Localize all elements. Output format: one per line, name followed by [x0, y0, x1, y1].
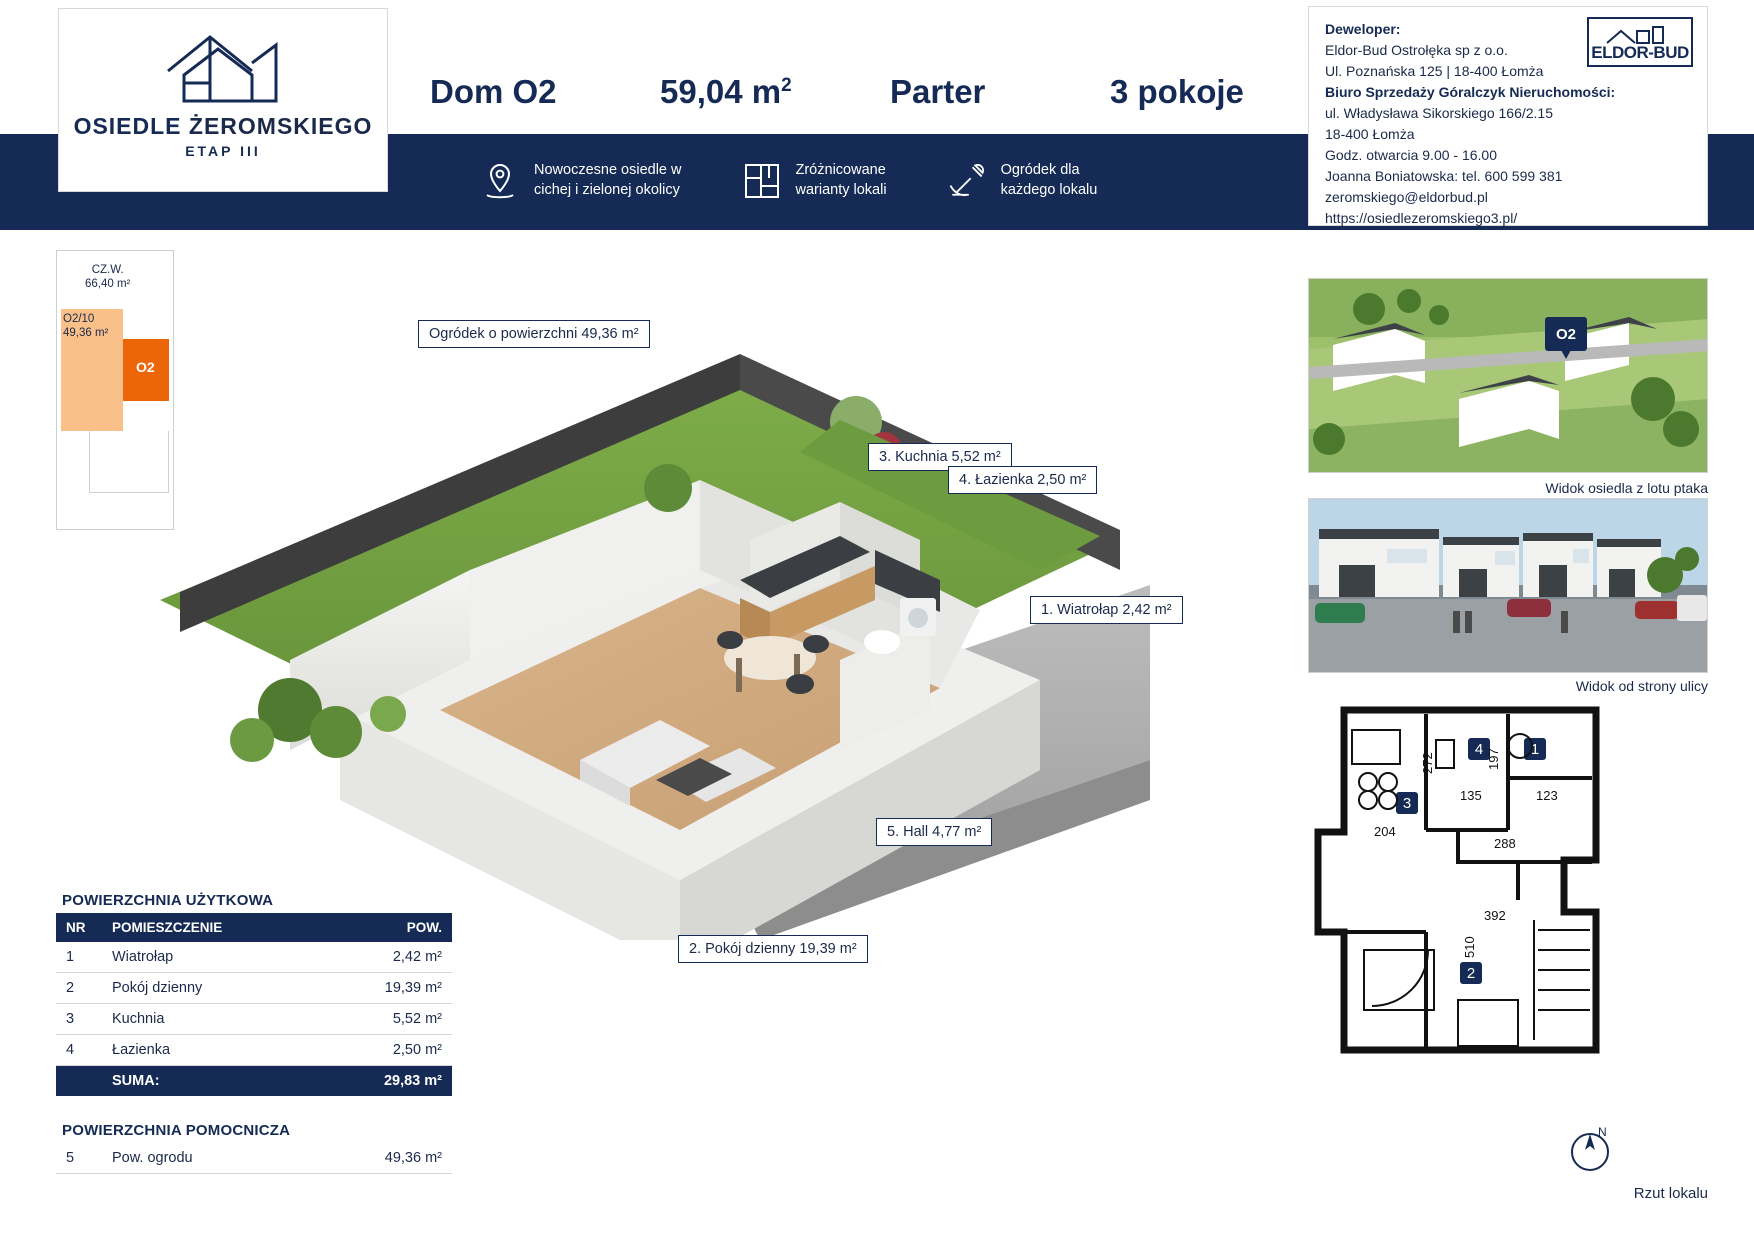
minimap-czw-value: 66,40 m²: [85, 278, 131, 291]
developer-address: Ul. Poznańska 125 | 18-400 Łomża: [1325, 63, 1544, 79]
sum-empty: [56, 1066, 102, 1097]
minimap-czw-title: CZ.W.: [91, 264, 124, 276]
unit-marker-badge: O2: [1545, 317, 1587, 351]
row-name: Wiatrołap: [102, 942, 342, 973]
svg-text:288: 288: [1494, 836, 1516, 851]
callout-kitchen: 3. Kuchnia 5,52 m²: [868, 443, 1012, 471]
svg-text:204: 204: [1374, 824, 1396, 839]
contact-person: Joanna Boniatowska: tel. 600 599 381: [1325, 168, 1563, 184]
sum-value: 29,83 m²: [342, 1066, 452, 1097]
contact-email[interactable]: zeromskiego@eldorbud.pl: [1325, 189, 1488, 205]
row-area: 2,42 m²: [342, 942, 452, 973]
feature-variants: [740, 159, 887, 203]
sales-office-heading: Biuro Sprzedaży Góralczyk Nieruchomości:: [1325, 84, 1616, 100]
callout-bathroom: 4. Łazienka 2,50 m²: [948, 466, 1097, 494]
table-row: [56, 1004, 452, 1035]
table-sum-row: [56, 1066, 452, 1097]
row-name: Kuchnia: [102, 1004, 342, 1035]
feature-location-line1: Nowoczesne osiedle w: [534, 162, 682, 179]
developer-card: [1308, 6, 1708, 226]
logo-subtitle: ETAP III: [185, 143, 261, 159]
usable-area-table: [56, 888, 452, 1096]
floorplan-icon: [740, 159, 784, 203]
opening-hours: Godz. otwarcia 9.00 - 16.00: [1325, 147, 1497, 163]
table-row: [56, 973, 452, 1004]
feature-garden-line2: każdego lokalu: [1000, 182, 1098, 198]
auxiliary-area-title: POWIERZCHNIA POMOCNICZA: [62, 1122, 291, 1139]
roof-icon: [1597, 23, 1685, 52]
total-area-unit-sup: 2: [781, 75, 792, 96]
feature-variants-line1: Zróżnicowane: [795, 162, 886, 179]
auxiliary-area-table: [56, 1118, 452, 1174]
col-room: POMIESZCZENIE: [102, 913, 342, 942]
row-nr: 4: [56, 1035, 102, 1066]
svg-text:197: 197: [1486, 748, 1501, 770]
garden-tools-icon: [945, 159, 989, 203]
svg-text:135: 135: [1460, 788, 1482, 803]
minimap-unit-name: O2: [136, 359, 155, 375]
logo-box: [58, 8, 388, 192]
page-title: Dom O2: [430, 73, 557, 110]
feature-location-text: [534, 161, 682, 200]
minimap-unit-area: 49,36 m²: [63, 326, 109, 339]
row-nr: 2: [56, 973, 102, 1004]
feature-garden-line1: Ogródek dla: [1000, 162, 1080, 179]
callout-vestibule: 1. Wiatrołap 2,42 m²: [1030, 596, 1183, 624]
row-area: 2,50 m²: [342, 1035, 452, 1066]
row-area: 5,52 m²: [342, 1004, 452, 1035]
house-outline-logo-icon: [148, 23, 298, 109]
sum-label: SUMA:: [102, 1066, 342, 1097]
header-title-row: [430, 62, 1310, 122]
total-area: [660, 73, 890, 111]
rooms-label: 3 pokoje: [1110, 73, 1244, 110]
map-pin-icon: [478, 159, 522, 203]
callout-living-room: 2. Pokój dzienny 19,39 m²: [678, 935, 868, 963]
logo-title: [74, 113, 373, 140]
apartment-3d-render: [140, 240, 1300, 940]
feature-location-line2: cichej i zielonej okolicy: [534, 182, 680, 198]
developer-company: Eldor-Bud Ostrołęka sp z o.o.: [1325, 42, 1508, 58]
table-header-row: [56, 913, 452, 942]
callout-garden: Ogródek o powierzchni 49,36 m²: [418, 320, 650, 348]
svg-text:510: 510: [1462, 936, 1477, 958]
minimap-unit-code: O2/10: [63, 313, 95, 325]
logo-title-part2: ŻEROMSKIEGO: [188, 113, 373, 139]
svg-text:3: 3: [1402, 795, 1412, 812]
table-row: [56, 1035, 452, 1066]
svg-text:272: 272: [1420, 752, 1435, 774]
row-area: 49,36 m²: [342, 1143, 452, 1174]
eldor-bud-logo: [1587, 17, 1693, 67]
svg-text:123: 123: [1536, 788, 1558, 803]
street-view-caption: Widok od strony ulicy: [1575, 678, 1708, 694]
compass-icon: [1564, 1120, 1614, 1170]
sales-office-address: ul. Władysława Sikorskiego 166/2.15: [1325, 105, 1554, 121]
row-nr: 1: [56, 942, 102, 973]
aerial-view-photo: [1308, 278, 1708, 473]
aerial-view-caption: Widok osiedla z lotu ptaka: [1545, 480, 1708, 496]
technical-floor-plan: [1308, 700, 1708, 1060]
row-name: Pokój dzienny: [102, 973, 342, 1004]
feature-garden-text: [1001, 161, 1098, 200]
feature-location: [478, 159, 682, 203]
row-area: 19,39 m²: [342, 973, 452, 1004]
street-view-photo: [1308, 498, 1708, 673]
feature-list: [478, 146, 1097, 216]
minimap-unit-labels: [63, 313, 108, 341]
col-nr: NR: [56, 913, 102, 942]
svg-text:2: 2: [1466, 965, 1476, 982]
feature-variants-line2: warianty lokali: [795, 182, 887, 198]
table-row: [56, 1143, 452, 1174]
feature-garden: [945, 159, 1098, 203]
developer-heading: Deweloper:: [1325, 21, 1401, 37]
website-link[interactable]: https://osiedlezeromskiego3.pl/: [1325, 210, 1518, 226]
row-nr: 3: [56, 1004, 102, 1035]
logo-title-part1: OSIEDLE: [73, 113, 189, 139]
row-name: Pow. ogrodu: [102, 1143, 342, 1174]
svg-text:392: 392: [1484, 908, 1506, 923]
sales-office-city: 18-400 Łomża: [1325, 126, 1415, 142]
floor-label: Parter: [890, 73, 986, 110]
usable-area-title: POWIERZCHNIA UŻYTKOWA: [62, 892, 274, 909]
table-row: [56, 942, 452, 973]
row-name: Łazienka: [102, 1035, 342, 1066]
callout-hall: 5. Hall 4,77 m²: [876, 818, 992, 846]
svg-text:4: 4: [1474, 741, 1484, 758]
svg-text:N: N: [1598, 1125, 1607, 1139]
col-area: POW.: [342, 913, 452, 942]
eldor-bud-logo-text: ELDOR-BUD: [1591, 43, 1689, 62]
row-nr: 5: [56, 1143, 102, 1174]
feature-variants-text: [796, 161, 887, 200]
minimap-czw-label: [85, 263, 130, 292]
total-area-value: 59,04 m: [660, 73, 782, 110]
floor-plan-caption: Rzut lokalu: [1633, 1185, 1708, 1202]
svg-text:1: 1: [1530, 741, 1540, 758]
